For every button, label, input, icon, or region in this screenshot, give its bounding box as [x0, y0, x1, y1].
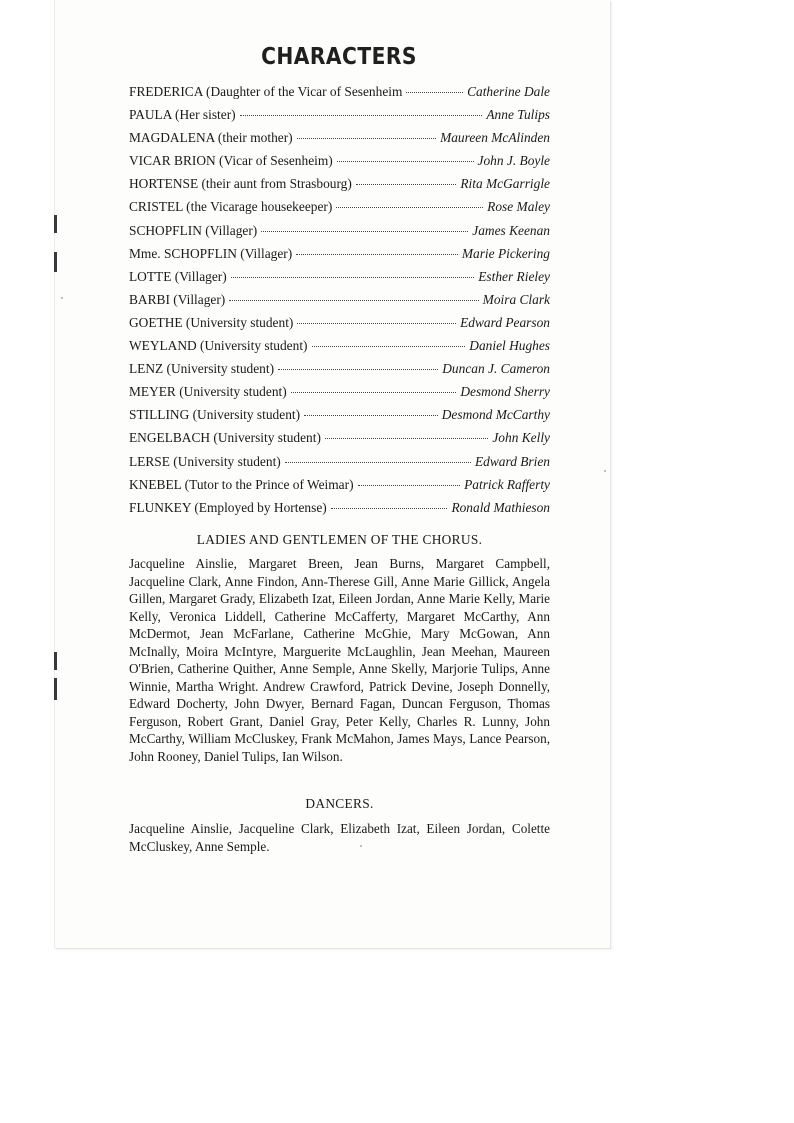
actor-name: Edward Brien [474, 453, 550, 469]
actor-name: Anne Tulips [486, 107, 550, 123]
dot-leader [356, 184, 457, 185]
dancers-heading: DANCERS. [305, 796, 374, 811]
cast-row [129, 195, 550, 218]
actor-name: Moira Clark [482, 291, 550, 307]
character-role: MEYER (University student) [129, 384, 287, 400]
character-role: HORTENSE (their aunt from Strasbourg) [129, 176, 352, 192]
dot-leader [291, 392, 457, 393]
dot-leader [325, 438, 488, 439]
character-role: VICAR BRION (Vicar of Sesenheim) [129, 153, 333, 169]
cast-row [129, 473, 550, 496]
actor-name: Duncan J. Cameron [442, 361, 550, 377]
actor-name: Maureen McAlinden [440, 130, 550, 146]
character-role: GOETHE (University student) [129, 314, 294, 330]
character-role: PAULA (Her sister) [129, 107, 236, 123]
dot-leader [285, 462, 471, 463]
cast-row [129, 172, 550, 195]
dot-leader [297, 138, 436, 139]
staple-mark [54, 652, 57, 670]
character-role: WEYLAND (University student) [129, 338, 308, 354]
cast-row [129, 380, 550, 403]
character-role: KNEBEL (Tutor to the Prince of Weimar) [129, 476, 354, 492]
cast-row [129, 426, 550, 449]
chorus-members: Jacqueline Ainslie, Margaret Breen, Jean Burns, Margaret Campbell, Jacqueline Clark, Anne Findon, Ann-Therese Gill, Anne Marie Gillick, Angela Gillen, Margaret Grady, Elizabeth Izat, Eileen Jordan, Anne Marie Kelly, Marie Kelly, Veronica Liddell, Catherine McCafferty, Margaret McCarthy, Ann McDermot, Jean McFarlane, Catherine McGhie, Mary McGowan, Ann McInally, Moira McIntyre, Marguerite McLaughlin, Jean Meehan, Maureen O'Brien, Catherine Quither, Anne Semple, Anne Skelly, Marjorie Tulips, Anne Winnie, Martha Wright. Andrew Crawford, Patrick Devine, Joseph Donnelly, Edward Docherty, John Dwyer, Bernard Fagan, Duncan Ferguson, Thomas Ferguson, Robert Grant, Daniel Gray, Peter Kelly, Charles R. Lunny, John McCarthy, William McCluskey, Frank McMahon, James Mays, Lance Pearson, John Rooney, Daniel Tulips, Ian Wilson. [129, 556, 550, 764]
character-role: ENGELBACH (University student) [129, 430, 321, 446]
cast-row [129, 403, 550, 426]
actor-name: Ronald Mathieson [451, 499, 550, 515]
character-role: BARBI (Villager) [129, 291, 226, 307]
staple-mark [54, 678, 57, 700]
chorus-heading: LADIES AND GENTLEMEN OF THE CHORUS. [196, 532, 483, 547]
character-role: FLUNKEY (Employed by Hortense) [129, 499, 327, 515]
paper-speck [61, 297, 63, 299]
actor-name: Esther Rieley [478, 268, 550, 284]
cast-row [129, 80, 550, 103]
dot-leader [304, 415, 438, 416]
dot-leader [358, 485, 461, 486]
actor-name: Marie Pickering [461, 245, 550, 261]
cast-row [129, 103, 550, 126]
cast-row [129, 219, 550, 242]
dot-leader [296, 254, 458, 255]
actor-name: John Kelly [492, 430, 550, 446]
staple-mark [54, 252, 57, 272]
character-role: STILLING (University student) [129, 407, 301, 423]
actor-name: Catherine Dale [467, 84, 550, 99]
cast-row [129, 357, 550, 380]
dot-leader [336, 207, 483, 208]
actor-name: Rita McGarrigle [460, 176, 550, 192]
dot-leader [406, 92, 463, 93]
character-role: MAGDALENA (their mother) [129, 130, 293, 146]
dot-leader [278, 369, 438, 370]
cast-row [129, 496, 550, 519]
actor-name: Rose Maley [487, 199, 550, 215]
actor-name: John J. Boyle [477, 153, 550, 169]
character-role: LENZ (University student) [129, 361, 275, 377]
actor-name: James Keenan [472, 222, 550, 238]
page-title: CHARACTERS [261, 44, 417, 70]
actor-name: Desmond McCarthy [441, 407, 550, 423]
character-role: FREDERICA (Daughter of the Vicar of Sesenheim [129, 84, 403, 99]
character-role: CRISTEL (the Vicarage housekeeper) [129, 199, 333, 215]
actor-name: Daniel Hughes [469, 338, 550, 354]
dot-leader [261, 231, 468, 232]
actor-name: Patrick Rafferty [464, 476, 550, 492]
actor-name: Edward Pearson [460, 314, 550, 330]
actor-name: Desmond Sherry [460, 384, 550, 400]
dot-leader [229, 300, 478, 301]
cast-row [129, 450, 550, 473]
cast-row [129, 334, 550, 357]
dot-leader [337, 161, 474, 162]
dot-leader [297, 323, 456, 324]
character-role: Mme. SCHOPFLIN (Villager) [129, 245, 293, 261]
staple-mark [54, 215, 57, 233]
cast-row [129, 265, 550, 288]
cast-row [129, 126, 550, 149]
dancers-members: Jacqueline Ainslie, Jacqueline Clark, Elizabeth Izat, Eileen Jordan, Colette McCluskey, Anne Semple. [129, 821, 550, 854]
cast-row [129, 242, 550, 265]
character-role: SCHOPFLIN (Villager) [129, 222, 258, 238]
paper-speck [604, 470, 606, 472]
dot-leader [240, 115, 483, 116]
cast-row [129, 288, 550, 311]
character-role: LOTTE (Villager) [129, 268, 227, 284]
dot-leader [312, 346, 466, 347]
dot-leader [231, 277, 475, 278]
cast-row [129, 311, 550, 334]
cast-row [129, 149, 550, 172]
character-role: LERSE (University student) [129, 453, 281, 469]
dot-leader [331, 508, 448, 509]
cast-list [129, 80, 550, 519]
